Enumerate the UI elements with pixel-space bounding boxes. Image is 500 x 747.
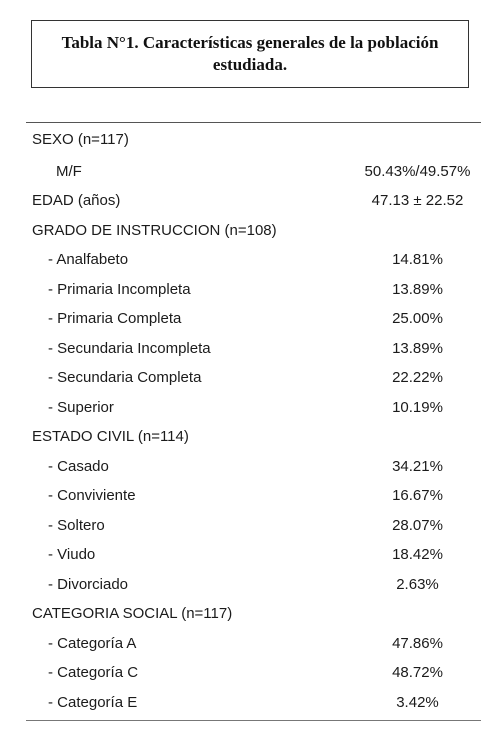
row-value: 47.13 ± 22.52: [371, 192, 464, 209]
row-label: - Viudo: [48, 546, 96, 563]
row-label: EDAD (años): [32, 192, 121, 209]
table-row-secundaria-completa: [0, 363, 500, 393]
row-label: - Divorciado: [48, 575, 129, 593]
table-bottom-rule: [26, 720, 481, 721]
row-value: 28.07%: [392, 516, 443, 534]
table-row-categoria-e: [0, 688, 500, 718]
row-label: ESTADO CIVIL (n=114): [32, 428, 189, 445]
row-label: CATEGORIA SOCIAL (n=117): [32, 605, 233, 622]
table-title-line-1: Tabla N°1. Características generales de la población: [61, 33, 439, 52]
row-label: - Conviviente: [48, 487, 136, 504]
row-value: 3.42%: [396, 693, 439, 711]
table-row-sexo: [0, 127, 500, 157]
row-value: 16.67%: [392, 487, 443, 504]
table-row-viudo: [0, 540, 500, 570]
table-body: [0, 127, 500, 717]
row-label: - Superior: [48, 398, 114, 416]
table-row-edad: [0, 186, 500, 216]
row-value: 47.86%: [392, 634, 443, 652]
row-value: 34.21%: [392, 457, 443, 475]
row-label: - Primaria Incompleta: [48, 280, 191, 298]
row-label: - Casado: [48, 457, 109, 475]
row-value: 10.19%: [392, 398, 443, 416]
row-label: M/F: [56, 162, 82, 180]
row-label: - Categoría A: [48, 634, 137, 652]
table-row-categoria-c: [0, 658, 500, 688]
row-value: 2.63%: [396, 575, 439, 593]
row-label: - Soltero: [48, 516, 105, 534]
table-row-categoria-social: [0, 599, 500, 629]
row-label: GRADO DE INSTRUCCION (n=108): [32, 221, 277, 239]
table-top-rule: [26, 122, 481, 123]
table-row-mf: [0, 157, 500, 187]
row-value: 25.00%: [392, 310, 443, 327]
table-row-primaria-incompleta: [0, 275, 500, 305]
table-title-line-2: estudiada.: [212, 55, 288, 74]
table-row-secundaria-incompleta: [0, 334, 500, 364]
table-row-categoria-a: [0, 629, 500, 659]
row-value: 22.22%: [392, 369, 443, 386]
row-value: 14.81%: [392, 251, 443, 268]
table-row-analfabeto: [0, 245, 500, 275]
row-label: - Secundaria Incompleta: [48, 339, 211, 357]
table-row-divorciado: [0, 570, 500, 600]
row-value: 48.72%: [392, 664, 443, 681]
row-label: - Categoría C: [48, 664, 139, 681]
table-row-primaria-completa: [0, 304, 500, 334]
row-value: 13.89%: [392, 339, 443, 357]
table-row-soltero: [0, 511, 500, 541]
row-label: - Primaria Completa: [48, 310, 182, 327]
table-title-box: [31, 20, 469, 88]
row-label: - Categoría E: [48, 693, 138, 711]
table-row-superior: [0, 393, 500, 423]
row-label: - Analfabeto: [48, 251, 129, 268]
row-label: - Secundaria Completa: [48, 369, 202, 386]
table-row-grado-instruccion: [0, 216, 500, 246]
row-value: 18.42%: [392, 546, 443, 563]
table-row-casado: [0, 452, 500, 482]
row-value: 50.43%/49.57%: [364, 162, 471, 180]
row-label: SEXO (n=117): [32, 131, 129, 148]
table-row-conviviente: [0, 481, 500, 511]
table-row-estado-civil: [0, 422, 500, 452]
row-value: 13.89%: [392, 280, 443, 298]
